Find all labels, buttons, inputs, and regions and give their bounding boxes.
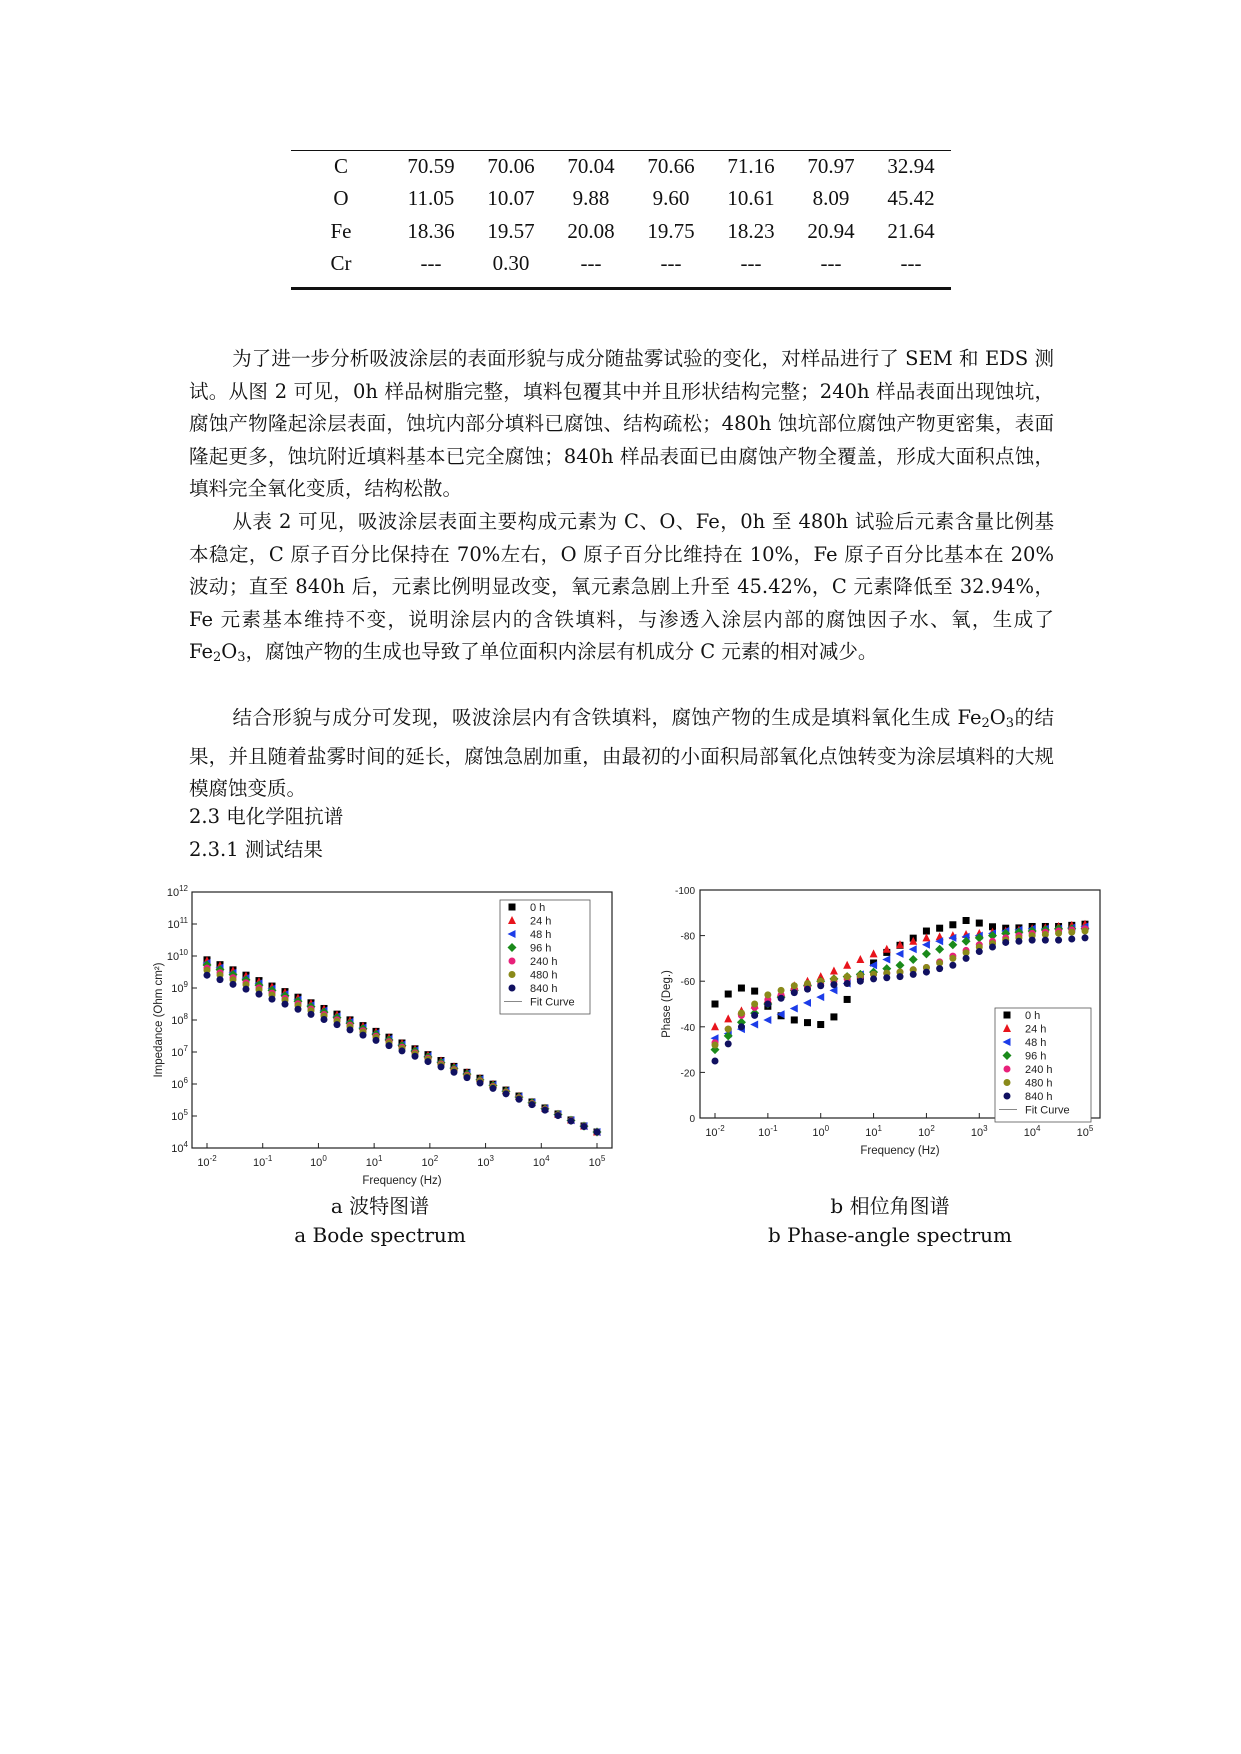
- x-tick-label: $10^5$: [1076, 1124, 1094, 1139]
- data-point: [256, 991, 263, 998]
- data-point: [711, 1022, 719, 1030]
- value-cell: 0.30: [492, 251, 530, 276]
- data-point: [922, 933, 930, 941]
- data-point: [830, 1013, 837, 1020]
- data-point: [883, 974, 890, 981]
- data-point: [1055, 937, 1062, 944]
- data-point: [896, 961, 905, 970]
- data-point: [778, 987, 785, 994]
- data-point: [360, 1032, 367, 1039]
- value-cell: 18.23: [727, 218, 775, 243]
- data-point: [750, 1021, 758, 1029]
- table-row: [291, 183, 951, 216]
- table-bottom-rule: [291, 287, 951, 290]
- data-point: [1004, 1012, 1011, 1019]
- x-tick-label: $10^2$: [421, 1154, 439, 1169]
- data-point: [712, 1042, 719, 1049]
- value-cell: 19.75: [647, 218, 695, 243]
- x-tick-label: $10^0$: [812, 1124, 830, 1139]
- value-cell: 8.09: [812, 186, 850, 211]
- y-tick-label: -40: [680, 1022, 695, 1034]
- y-tick-label: $10^{12}$: [166, 884, 188, 899]
- legend-label: Fit Curve: [530, 996, 575, 1009]
- data-point: [791, 1016, 798, 1023]
- data-point: [725, 1026, 732, 1033]
- table-row: [291, 150, 951, 183]
- value-cell: ---: [740, 251, 762, 276]
- data-point: [503, 1090, 510, 1097]
- value-cell: ---: [580, 251, 602, 276]
- data-point: [269, 996, 276, 1003]
- element-cell: Cr: [330, 251, 352, 276]
- data-point: [751, 988, 758, 995]
- data-point: [516, 1096, 523, 1103]
- data-point: [803, 999, 811, 1007]
- value-cell: 70.06: [487, 153, 535, 178]
- data-point: [217, 976, 224, 983]
- data-point: [425, 1058, 432, 1065]
- data-point: [347, 1026, 354, 1033]
- data-point: [870, 949, 878, 957]
- legend-label: 840 h: [1025, 1091, 1053, 1103]
- y-tick-label: -20: [680, 1068, 695, 1080]
- y-axis-label: Impedance (Ohm cm²): [153, 962, 165, 1078]
- data-point: [386, 1042, 393, 1049]
- data-point: [490, 1085, 497, 1092]
- legend-label: 0 h: [530, 902, 546, 914]
- data-point: [308, 1011, 315, 1018]
- data-point: [882, 956, 890, 964]
- data-point: [1082, 934, 1089, 941]
- data-point: [509, 904, 516, 911]
- data-point: [712, 1001, 719, 1008]
- value-cell: 19.57: [487, 218, 535, 243]
- legend-label: 240 h: [530, 956, 558, 968]
- legend-label: 0 h: [1025, 1010, 1041, 1022]
- data-point: [282, 1001, 289, 1008]
- data-point: [568, 1118, 575, 1125]
- data-point: [843, 961, 851, 969]
- x-tick-label: $10^1$: [865, 1124, 882, 1139]
- data-point: [243, 986, 250, 993]
- value-cell: 71.16: [727, 153, 775, 178]
- data-point: [949, 962, 956, 969]
- data-point: [1015, 938, 1022, 945]
- x-tick-label: $10^4$: [532, 1154, 550, 1169]
- x-tick-label: $10^3$: [477, 1154, 494, 1169]
- data-point: [763, 1016, 771, 1024]
- oxygen-symbol-b: O: [989, 706, 1006, 729]
- data-point: [804, 986, 811, 993]
- data-point: [922, 941, 930, 949]
- data-point: [1004, 1093, 1011, 1100]
- x-axis-label: Frequency (Hz): [362, 1175, 442, 1187]
- data-point: [712, 1058, 719, 1065]
- data-point: [830, 966, 838, 974]
- y-axis-label: Phase (Deg.): [661, 970, 673, 1038]
- y-tick-label: $10^8$: [171, 1012, 188, 1027]
- data-point: [451, 1069, 458, 1076]
- data-point: [856, 955, 864, 963]
- value-cell: 32.94: [887, 153, 935, 178]
- y-tick-label: $10^4$: [171, 1140, 188, 1155]
- subscript-3: 3: [237, 650, 246, 666]
- paragraph-2: [189, 506, 1054, 675]
- data-point: [399, 1047, 406, 1054]
- data-point: [790, 1005, 798, 1013]
- data-point: [857, 978, 864, 985]
- data-point: [751, 1001, 758, 1008]
- data-point: [1004, 1066, 1011, 1073]
- data-point: [295, 1006, 302, 1013]
- legend-label: 480 h: [530, 969, 558, 982]
- data-point: [1082, 928, 1089, 935]
- data-point: [963, 955, 970, 962]
- legend-label: 24 h: [1025, 1023, 1047, 1036]
- table-row: [291, 248, 951, 281]
- oxygen-symbol: O: [221, 640, 238, 664]
- data-point: [963, 917, 970, 924]
- data-point: [438, 1063, 445, 1070]
- caption-a-en: a Bode spectrum: [294, 1223, 466, 1247]
- data-point: [989, 944, 996, 951]
- data-point: [738, 1010, 745, 1017]
- data-point: [949, 955, 956, 962]
- y-tick-label: $10^{11}$: [167, 916, 188, 931]
- data-point: [910, 971, 917, 978]
- composition-table: [291, 150, 951, 280]
- data-point: [738, 985, 745, 992]
- data-point: [724, 1014, 732, 1022]
- value-cell: 70.66: [647, 153, 695, 178]
- data-point: [555, 1112, 562, 1119]
- section-heading: 2.3 电化学阻抗谱: [189, 805, 344, 828]
- data-point: [844, 973, 851, 980]
- x-tick-label: $10^3$: [970, 1124, 988, 1139]
- table-row: [291, 215, 951, 248]
- y-tick-label: $10^9$: [171, 980, 188, 995]
- value-cell: 70.04: [567, 153, 615, 178]
- value-cell: ---: [420, 251, 442, 276]
- data-point: [373, 1037, 380, 1044]
- data-point: [936, 965, 943, 972]
- legend-label: 48 h: [530, 929, 552, 941]
- value-cell: ---: [900, 251, 922, 276]
- value-cell: ---: [660, 251, 682, 276]
- x-tick-label: $10^5$: [588, 1154, 606, 1169]
- bode-chart: [150, 870, 640, 1190]
- paragraph-3-text-b: 的结果，并且随着盐雾时间的延长，腐蚀急剧加重，由最初的小面积局部氧化点蚀转变为涂层填料的大规模腐蚀变质。: [189, 706, 1054, 801]
- data-point: [594, 1129, 601, 1136]
- data-point: [896, 950, 904, 958]
- paragraph-2-text-a: 从表 2 可见，吸波涂层表面主要构成元素为 C、O、Fe，0h 至 480h 试验后元素含量比例基本稳定，C 原子百分比保持在 70%左右，O 原子百分比维持在 10%，Fe 原子百分比基本在 20%波动；直至 840h 后，元素比例明显改变，氧元素急剧上升至 45.42%，C 元素降低至 32.94%，Fe 元素基本维持不变，说明涂层内的含铁填料，与渗透入涂层内部的腐蚀因子水、氧，生成了 Fe: [189, 510, 1054, 664]
- subscript-3b: 3: [1005, 716, 1015, 731]
- caption-b-cn: b 相位角图谱: [830, 1194, 950, 1218]
- caption-a-cn: a 波特图谱: [330, 1194, 430, 1218]
- paragraph-1-text: 为了进一步分析吸波涂层的表面形貌与成分随盐雾试验的变化，对样品进行了 SEM 和 EDS 测试。从图 2 可见，0h 样品树脂完整，填料包覆其中并且形状结构完整；240h 样品表面出现蚀坑，腐蚀产物隆起涂层表面，蚀坑内部分填料已腐蚀、结构疏松；480h 蚀坑部位腐蚀产物更密集，表面隆起更多，蚀坑附近填料基本已完全腐蚀；840h 样品表面已由腐蚀产物全覆盖，形成大面积点蚀，填料完全氧化变质，结构松散。: [189, 347, 1054, 501]
- legend-label: 48 h: [1025, 1037, 1047, 1049]
- data-point: [1055, 930, 1062, 937]
- x-tick-label: $10^{-2}$: [705, 1124, 725, 1139]
- data-point: [1042, 937, 1049, 944]
- data-point: [778, 995, 785, 1002]
- data-point: [529, 1101, 536, 1108]
- data-point: [883, 945, 891, 953]
- data-point: [923, 969, 930, 976]
- caption-b-en: b Phase-angle spectrum: [767, 1223, 1013, 1247]
- subscript-2: 2: [213, 650, 222, 666]
- data-point: [477, 1080, 484, 1087]
- data-point: [909, 945, 917, 953]
- value-cell: 45.42: [887, 186, 935, 211]
- legend-label: 840 h: [530, 983, 558, 995]
- data-point: [817, 1021, 824, 1028]
- data-point: [1068, 929, 1075, 936]
- value-cell: 70.59: [407, 153, 455, 178]
- value-cell: 21.64: [887, 218, 935, 243]
- x-tick-label: $10^{-1}$: [758, 1124, 778, 1139]
- data-point: [764, 991, 771, 998]
- legend-label: 240 h: [1025, 1064, 1053, 1076]
- data-point: [334, 1021, 341, 1028]
- x-axis-label: Frequency (Hz): [860, 1145, 940, 1157]
- data-point: [922, 949, 931, 958]
- data-point: [949, 921, 956, 928]
- data-point: [804, 1019, 811, 1026]
- x-tick-label: $10^{-1}$: [253, 1154, 273, 1169]
- data-point: [751, 1012, 758, 1019]
- legend-label: 96 h: [1025, 1050, 1047, 1063]
- value-cell: 10.61: [727, 186, 775, 211]
- data-point: [542, 1107, 549, 1114]
- data-point: [976, 948, 983, 955]
- x-tick-label: $10^1$: [365, 1154, 383, 1169]
- y-tick-label: $10^{10}$: [166, 948, 188, 963]
- legend-label: 96 h: [530, 942, 552, 955]
- data-point: [321, 1016, 328, 1023]
- y-tick-label: $10^5$: [171, 1108, 188, 1123]
- paragraph-3: [189, 702, 1054, 806]
- data-point: [817, 982, 824, 989]
- data-point: [1002, 939, 1009, 946]
- data-point: [1004, 1079, 1011, 1086]
- data-point: [844, 996, 851, 1003]
- y-tick-label: $10^7$: [171, 1044, 188, 1059]
- legend-label: 480 h: [1025, 1077, 1053, 1090]
- data-point: [844, 980, 851, 987]
- value-cell: 20.08: [567, 218, 615, 243]
- data-point: [764, 1001, 771, 1008]
- y-tick-label: -100: [674, 886, 695, 897]
- data-point: [935, 945, 944, 954]
- data-point: [725, 1040, 732, 1047]
- data-point: [412, 1053, 419, 1060]
- y-tick-label: -60: [680, 977, 695, 989]
- paragraph-3-text-a: 结合形貌与成分可发现，吸波涂层内有含铁填料，腐蚀产物的生成是填料氧化生成 Fe: [232, 706, 982, 729]
- data-point: [830, 981, 837, 988]
- data-point: [976, 920, 983, 927]
- paragraph-2-text-b: ，腐蚀产物的生成也导致了单位面积内涂层有机成分 C 元素的相对减少。: [245, 640, 878, 664]
- data-point: [936, 925, 943, 932]
- value-cell: 70.97: [807, 153, 855, 178]
- data-point: [738, 1023, 745, 1030]
- subscript-2b: 2: [981, 716, 990, 731]
- value-cell: 11.05: [407, 186, 455, 211]
- x-tick-label: $10^4$: [1023, 1124, 1041, 1139]
- element-cell: O: [333, 186, 349, 211]
- y-tick-label: -80: [680, 931, 695, 943]
- legend-label: Fit Curve: [1025, 1104, 1070, 1117]
- element-cell: C: [333, 153, 348, 178]
- data-point: [1029, 937, 1036, 944]
- legend-label: 24 h: [530, 915, 552, 928]
- y-tick-label: 0: [689, 1114, 695, 1125]
- value-cell: 10.07: [487, 186, 535, 211]
- paragraph-1: [189, 343, 1054, 506]
- value-cell: 9.88: [572, 186, 610, 211]
- data-point: [581, 1123, 588, 1130]
- data-point: [509, 958, 516, 965]
- data-point: [870, 975, 877, 982]
- x-tick-label: $10^{-2}$: [197, 1154, 217, 1169]
- data-point: [791, 989, 798, 996]
- data-point: [464, 1074, 471, 1081]
- x-tick-label: $10^0$: [310, 1154, 327, 1169]
- value-cell: 18.36: [407, 218, 455, 243]
- data-point: [509, 985, 516, 992]
- phase-chart: [660, 870, 1110, 1190]
- y-tick-label: $10^6$: [171, 1076, 188, 1091]
- data-point: [509, 971, 516, 978]
- value-cell: 9.60: [652, 186, 690, 211]
- data-point: [1068, 936, 1075, 943]
- value-cell: 20.94: [807, 218, 855, 243]
- x-tick-label: $10^2$: [918, 1124, 935, 1139]
- data-point: [204, 972, 211, 979]
- data-point: [725, 991, 732, 998]
- data-point: [909, 955, 918, 964]
- subsection-heading: 2.3.1 测试结果: [189, 838, 323, 861]
- data-point: [791, 982, 798, 989]
- data-point: [897, 973, 904, 980]
- data-point: [230, 981, 237, 988]
- data-point: [816, 993, 824, 1001]
- value-cell: ---: [820, 251, 842, 276]
- element-cell: Fe: [330, 218, 352, 243]
